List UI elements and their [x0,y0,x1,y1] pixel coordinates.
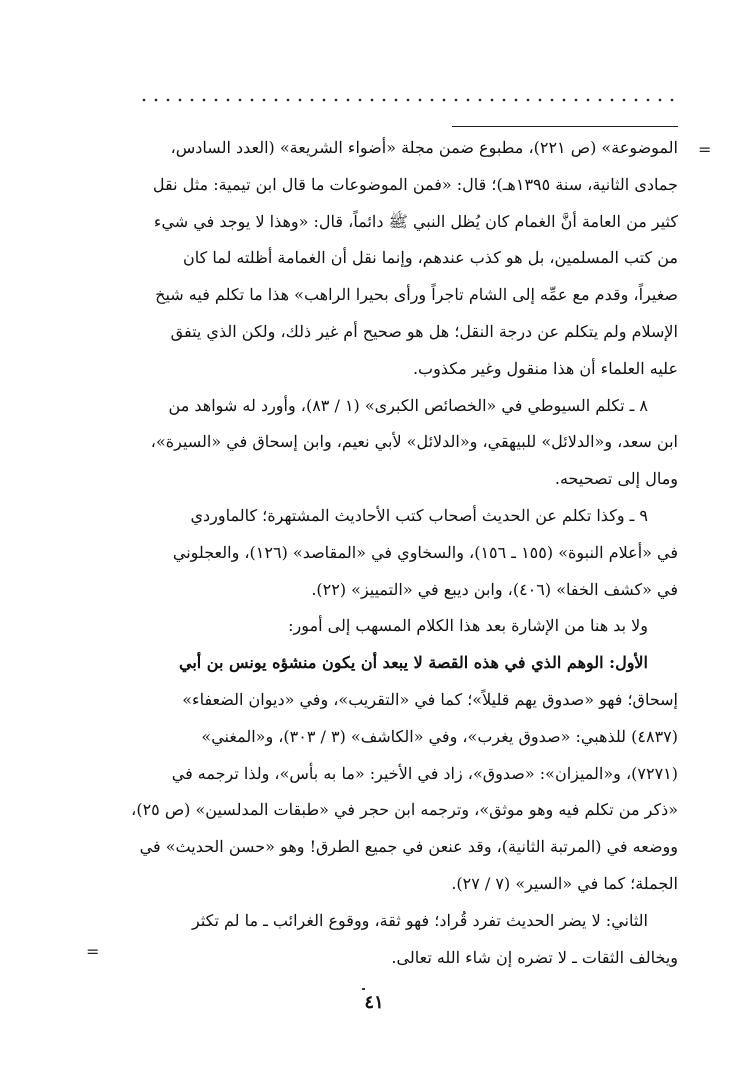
text-line: الثاني: لا يضر الحديث تفرد قُراد؛ فهو ثقة، ووقوع الغرائب ـ ما لم تكثر [191,910,648,930]
text-line: صغيراً، وقدم مع عمِّه إلى الشام تاجراً ورأى بحيرا الراهب» هذا ما تكلم فيه شيخ [155,285,678,305]
text-line: ويخالف الثقات ـ لا تضره إن شاء الله تعالى. [391,947,678,967]
text-line: الإسلام ولم يتكلم عن درجة النقل؛ هل هو صحيح أم غير ذلك، ولكن الذي يتفق [170,321,678,341]
text-line: من كتب المسلمين، بل هو كذب عندهم، وإنما نقل أن الغمامة أظلته لما كان [182,248,678,268]
text-line: جمادى الثانية، سنة ١٣٩٥هـ)؛ قال: «فمن الموضوعات ما قال ابن تيمية: مثل نقل [152,174,678,194]
dotted-separator [138,96,678,104]
text-line: (٤٨٣٧) للذهبي: «صدوق يغرب»، وفي «الكاشف» (٣ / ٣٠٣)، و«المغني» [201,726,678,746]
ink-speck [362,988,365,990]
text-line: ٨ ـ تكلم السيوطي في «الخصائص الكبرى» (١ / ٨٣)، وأورد له شواهد من [168,395,648,415]
text-line: كثير من العامة أنَّ الغمام كان يُظل النبي ﷺ دائماً، قال: «وهذا لا يوجد في شيء [153,211,678,231]
text-line: في «أعلام النبوة» (١٥٥ ـ ١٥٦)، والسخاوي في «المقاصد» (١٢٦)، والعجلوني [172,542,678,562]
text-line: ولا بد هنا من الإشارة بعد هذا الكلام المسهب إلى أمور: [288,616,648,636]
continuation-mark-bottom: = [86,942,100,961]
text-line: «ذكر من تكلم فيه وهو موثق»، وترجمه ابن حجر في «طبقات المدلسين» (ص ٢٥)، [131,800,678,820]
continuation-mark-top: = [698,140,712,159]
footnote-rule [452,126,678,127]
text-line: الأول: الوهم الذي في هذه القصة لا يبعد أن يكون منشؤه يونس بن أبي [178,653,648,673]
page-number: ٤١ [364,992,384,1013]
text-line: إسحاق؛ فهو «صدوق يهم قليلاً»؛ كما في «التقريب»، وفي «ديوان الضعفاء» [182,689,678,709]
text-line: (٧٢٧١)، و«الميزان»: «صدوق»، زاد في الأخير: «ما به بأس»، ولذا ترجمه في [171,763,678,783]
text-line: الجملة؛ كما في «السير» (٧ / ٢٧). [451,873,678,893]
text-line: ابن سعد، و«الدلائل» للبيهقي، و«الدلائل» لأبي نعيم، وابن إسحاق في «السيرة»، [150,432,678,452]
text-line: الموضوعة» (ص ٢٢١)، مطبوع ضمن مجلة «أضواء الشريعة» (العدد السادس، [170,138,678,157]
text-line: ومال إلى تصحيحه. [554,469,678,489]
text-line: في «كشف الخفا» (٤٠٦)، وابن ديبع في «التمييز» (٢٢). [311,579,678,599]
text-line: عليه العلماء أن هذا منقول وغير مكذوب. [412,358,678,378]
text-line: ٩ ـ وكذا تكلم عن الحديث أصحاب كتب الأحاديث المشتهرة؛ كالماوردي [190,505,648,525]
footnote-text [56,130,678,976]
text-line: ووضعه في (المرتبة الثانية)، وقد عنعن في جميع الطرق! وهو «حسن الحديث» في [139,837,678,857]
